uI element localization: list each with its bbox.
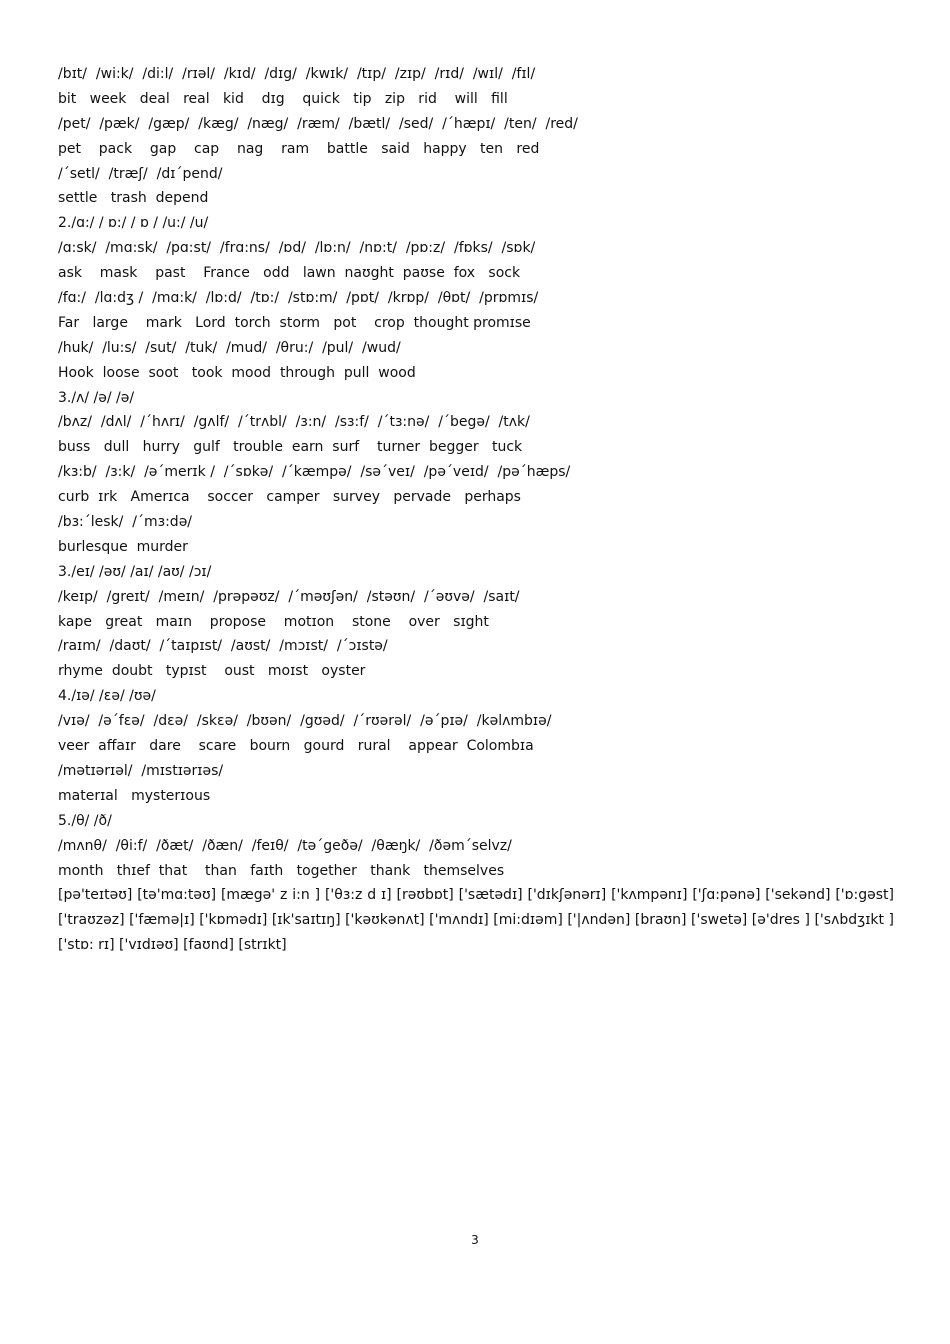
- text-line: /kɜ:b/ /ɜ:k/ /əˊmerɪk / /ˊsɒkə/ /ˊkæmpə/ /səˊveɪ/ /pəˊveɪd/ /pəˊhæps/: [58, 464, 571, 481]
- text-line: /ɑ:sk/ /mɑ:sk/ /pɑ:st/ /frɑ:ns/ /ɒd/ /lɒ:n/ /nɒ:t/ /pɒ:z/ /fɒks/ /sɒk/: [58, 240, 536, 257]
- transcription-paragraph: [pə'teɪtəʊ] [tə'mɑ:təʊ] [mægə' z i:n ] ['θɜ:z d ɪ] [rəʊbɒt] ['sætədɪ] ['dɪkʃənərɪ] ['kʌmpənɪ] ['ʃɑ:pənə] ['sekənd] ['ɒ:gəst] ['traʊzəz] ['fæmə|ɪ] ['kɒmədɪ] [ɪk'saɪtɪŋ] ['kəʊkənʌt] ['mʌndɪ] [mi:dɪəm] ['|ʌndən] [braʊn] ['swetə] [ə'dres ] ['sʌbdʒɪkt ] ['stɒ: rɪ] ['vɪdɪəʊ] [faʊnd] [strɪkt]: [58, 887, 894, 954]
- text-line: veer affaɪr dare scare bourn gourd rural appear Colombɪa: [58, 738, 534, 755]
- text-line: materɪal mysterɪous: [58, 787, 211, 804]
- text-line: /keɪp/ /greɪt/ /meɪn/ /prəpəʊz/ /ˊməʊʃən/ /stəʊn/ /ˊəʊvə/ /saɪt/: [58, 588, 520, 605]
- text-line: /huk/ /lu:s/ /sut/ /tuk/ /mud/ /θru:/ /pul/ /wud/: [58, 339, 401, 356]
- text-line: buss dull hurry gulf trouble earn surf turner begger tuck: [58, 439, 523, 456]
- section-heading: 3./ʌ/ /ə/ /ə/: [58, 389, 135, 406]
- text-line: Hook loose soot took mood through pull wood: [58, 364, 416, 381]
- text-line: /pet/ /pæk/ /gæp/ /kæg/ /næg/ /ræm/ /bætl/ /sed/ /ˊhæpɪ/ /ten/ /red/: [58, 115, 578, 132]
- section-heading: 5./θ/ /ð/: [58, 812, 112, 829]
- text-line: /raɪm/ /daʊt/ /ˊtaɪpɪst/ /aʊst/ /mɔɪst/ /ˊɔɪstə/: [58, 638, 388, 655]
- text-line: /bɜ:ˊlesk/ /ˊmɜ:də/: [58, 514, 193, 531]
- section-heading: 3./eɪ/ /əʊ/ /aɪ/ /aʊ/ /ɔɪ/: [58, 563, 212, 580]
- text-line: bit week deal real kid dɪg quick tip zip rid will fill: [58, 90, 508, 107]
- page-number: 3: [471, 1233, 479, 1247]
- text-line: settle trash depend: [58, 190, 209, 207]
- text-line: /mʌnθ/ /θi:f/ /ðæt/ /ðæn/ /feɪθ/ /təˊgeðə/ /θæŋk/ /ðəmˊselvz/: [58, 837, 512, 854]
- text-line: /bʌz/ /dʌl/ /ˊhʌrɪ/ /gʌlf/ /ˊtrʌbl/ /ɜ:n/ /sɜ:f/ /ˊtɜ:nə/ /ˊbegə/ /tʌk/: [58, 414, 530, 431]
- text-line: /vɪə/ /əˊfɛə/ /dɛə/ /skɛə/ /bʊən/ /gʊəd/ /ˊrʊərəl/ /əˊpɪə/ /kəlʌmbɪə/: [58, 713, 552, 730]
- text-line: /fɑ:/ /lɑ:dʒ / /mɑ:k/ /lɒ:d/ /tɒ:/ /stɒ:m/ /pɒt/ /krɒp/ /θɒt/ /prɒmɪs/: [58, 290, 539, 307]
- text-line: rhyme doubt typɪst oust moɪst oyster: [58, 663, 366, 680]
- document-body: [58, 62, 894, 958]
- section-heading: 2./ɑ:/ / ɒ:/ / ɒ / /u:/ /u/: [58, 215, 209, 232]
- text-line: month thɪef that than faɪth together thank themselves: [58, 862, 505, 879]
- section-heading: 4./ɪə/ /ɛə/ /ʊə/: [58, 688, 156, 705]
- text-line: pet pack gap cap nag ram battle said happy ten red: [58, 140, 540, 157]
- text-line: kape great maɪn propose motɪon stone over sɪght: [58, 613, 489, 630]
- text-line: burlesque murder: [58, 538, 188, 555]
- text-line: curb ɪrk Amerɪca soccer camper survey pervade perhaps: [58, 489, 521, 506]
- text-line: /mətɪərɪəl/ /mɪstɪərɪəs/: [58, 762, 224, 779]
- text-line: Far large mark Lord torch storm pot crop thought promɪse: [58, 314, 531, 331]
- text-line: /ˊsetl/ /træʃ/ /dɪˊpend/: [58, 165, 223, 182]
- text-line: /bɪt/ /wi:k/ /di:l/ /rɪəl/ /kɪd/ /dɪg/ /kwɪk/ /tɪp/ /zɪp/ /rɪd/ /wɪl/ /fɪl/: [58, 66, 536, 82]
- text-line: ask mask past France odd lawn naʊght paʊse fox sock: [58, 265, 521, 282]
